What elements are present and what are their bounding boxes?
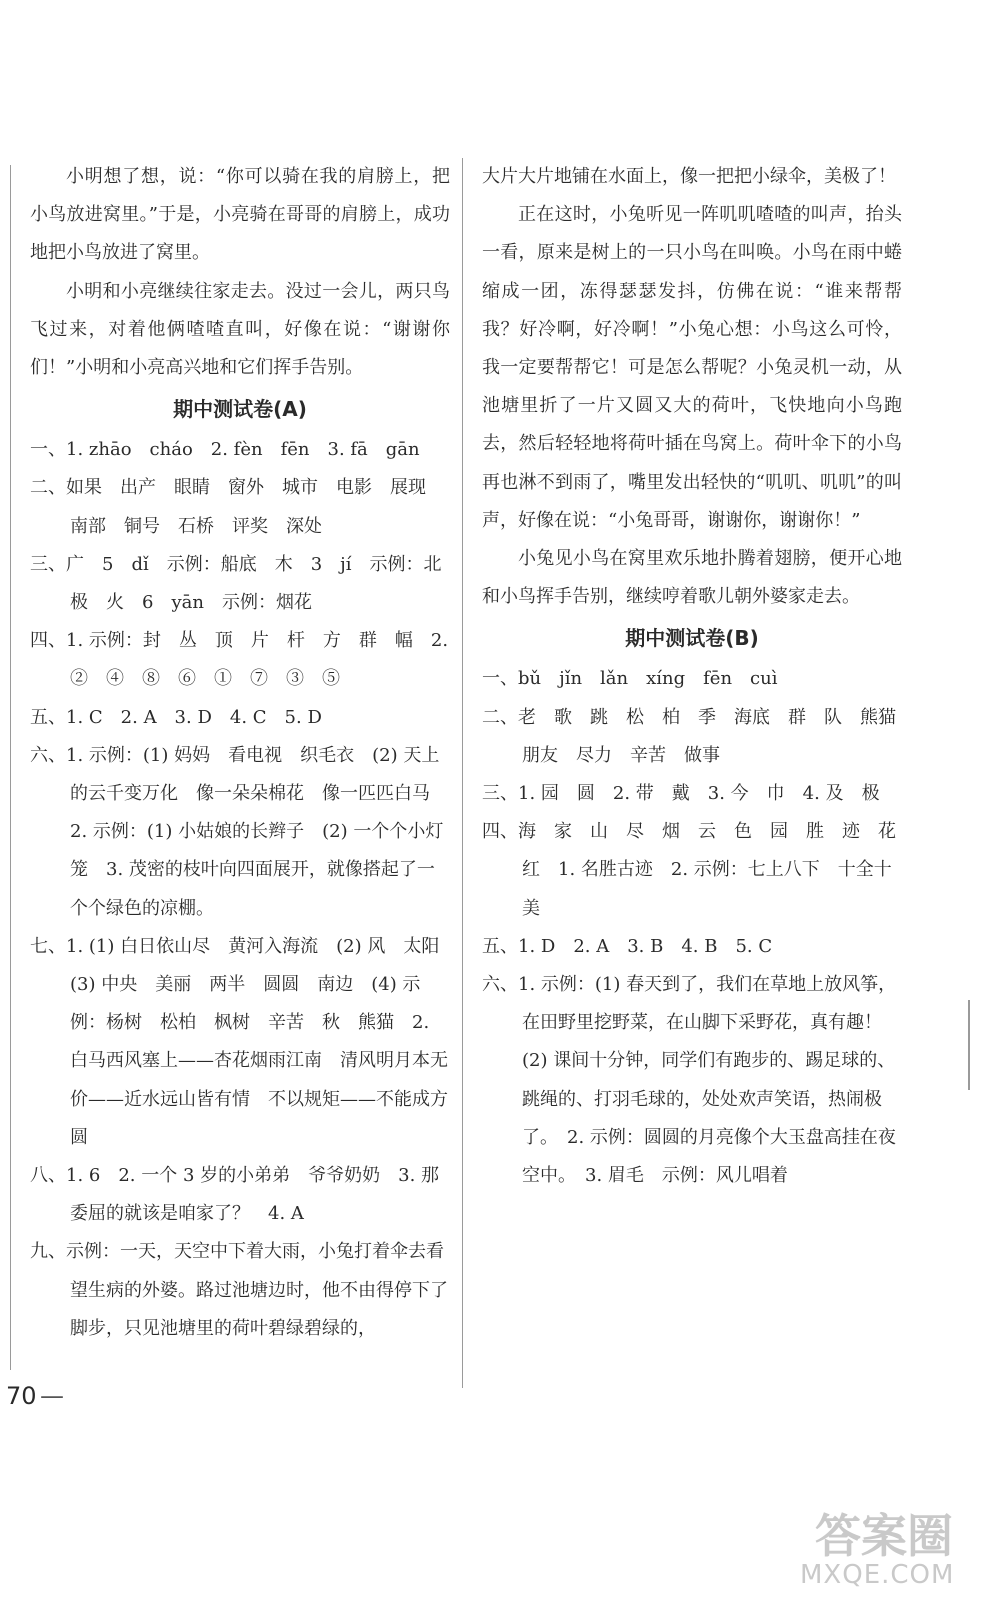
- page-number: 70: [6, 1382, 37, 1410]
- answer-item: 七、1. (1) 白日依山尽 黄河入海流 (2) 风 太阳 (3) 中央 美丽 两半 圆圆 南边 (4) 示例：杨树 松柏 枫树 辛苦 秋 熊猫 2. 白马西风塞上——杏花烟雨江南 清风明月本无价——近水远山皆有情 不以规矩——不能成方圆: [30, 935, 458, 1148]
- section-heading-midterm-a: 期中测试卷(A): [173, 397, 307, 422]
- left-margin-rule: [10, 165, 11, 1370]
- answer-item: 六、1. 示例：(1) 春天到了，我们在草地上放风筝，在田野里挖野菜，在山脚下采野花，真有趣！ (2) 课间十分钟，同学们有跑步的、踢足球的、跳绳的、打羽毛球的，处处欢声笑语，热闹极了。 2. 示例：圆圆的月亮像个大玉盘高挂在夜空中。 3. 眉毛 示例：风儿唱着: [482, 974, 900, 1187]
- column-divider: [462, 158, 463, 1388]
- story-paragraph: 正在这时，小兔听见一阵叽叽喳喳的叫声，抬头一看，原来是树上的一只小鸟在叫唤。小鸟在雨中蜷缩成一团，冻得瑟瑟发抖，仿佛在说：“谁来帮帮我？好冷啊，好冷啊！”小兔心想：小鸟这么可怜，我一定要帮帮它！可是怎么帮呢？小兔灵机一动，从池塘里折了一片又圆又大的荷叶，飞快地向小鸟跑去，然后轻轻地将荷叶插在鸟窝上。荷叶伞下的小鸟再也淋不到雨了，嘴里发出轻快的“叽叽、叽叽”的叫声，好像在说：“小兔哥哥，谢谢你，谢谢你！”: [482, 204, 902, 531]
- answer-item: 八、1. 6 2. 一个 3 岁的小弟弟 爷爷奶奶 3. 那委屈的就该是咱家了？ 4. A: [30, 1165, 440, 1225]
- answer-item: 二、老 歌 跳 松 柏 季 海底 群 队 熊猫 朋友 尽力 辛苦 做事: [482, 706, 914, 766]
- answer-item: 一、1. zhāo cháo 2. fèn fēn 3. fā gān: [30, 439, 420, 461]
- answer-item: 一、bǔ jǐn lǎn xíng fēn cuì: [482, 668, 778, 690]
- story-paragraph: 小兔见小鸟在窝里欢乐地扑腾着翅膀，便开心地和小鸟挥手告别，继续哼着歌儿朝外婆家走去。: [482, 548, 902, 608]
- section-heading-midterm-b: 期中测试卷(B): [625, 626, 759, 651]
- answer-item: 三、广 5 dǐ 示例：船底 木 3 jí 示例：北极 火 6 yān 示例：烟花: [30, 553, 442, 614]
- answer-item: 五、1. D 2. A 3. B 4. B 5. C: [482, 935, 773, 957]
- right-margin-rule: [968, 1000, 970, 1090]
- answer-item: 五、1. C 2. A 3. D 4. C 5. D: [30, 706, 322, 728]
- watermark-url: MXQE.COM: [800, 1560, 955, 1590]
- story-paragraph: 小明和小亮继续往家走去。没过一会儿，两只鸟飞过来，对着他俩喳喳直叫，好像在说：“谢谢你们！”小明和小亮高兴地和它们挥手告别。: [30, 280, 450, 379]
- story-paragraph: 小明想了想，说：“你可以骑在我的肩膀上，把小鸟放进窝里。”于是，小亮骑在哥哥的肩膀上，成功地把小鸟放进了窝里。: [30, 166, 450, 264]
- left-column: [30, 158, 458, 1348]
- watermark-logo: 答案圈: [815, 1509, 953, 1563]
- answer-item: 四、海 家 山 尽 烟 云 色 园 胜 迹 花红 1. 名胜古迹 2. 示例：七上八下 十全十美: [482, 821, 896, 919]
- right-column: [482, 158, 914, 1195]
- answer-item: 六、1. 示例：(1) 妈妈 看电视 织毛衣 (2) 天上的云千变万化 像一朵朵棉花 像一匹匹白马 2. 示例：(1) 小姑娘的长辫子 (2) 一个个小灯笼 3. 茂密的枝叶向四面展开，就像搭起了一个个绿色的凉棚。: [30, 744, 448, 919]
- story-paragraph: 大片大片地铺在水面上，像一把把小绿伞，美极了！: [482, 166, 896, 187]
- page-number-dash: —: [40, 1382, 64, 1410]
- answer-item: 九、示例：一天，天空中下着大雨，小兔打着伞去看望生病的外婆。路过池塘边时，他不由得停下了脚步，只见池塘里的荷叶碧绿碧绿的，: [30, 1241, 448, 1339]
- answer-item: 四、1. 示例：封 丛 顶 片 杆 方 群 幅 2. ② ④ ⑧ ⑥ ① ⑦ ③ ⑤: [30, 630, 449, 690]
- answer-item: 三、1. 园 圆 2. 带 戴 3. 今 巾 4. 及 极: [482, 783, 880, 805]
- answer-item: 二、如果 出产 眼睛 窗外 城市 电影 展现 南部 铜号 石桥 评奖 深处: [30, 477, 444, 537]
